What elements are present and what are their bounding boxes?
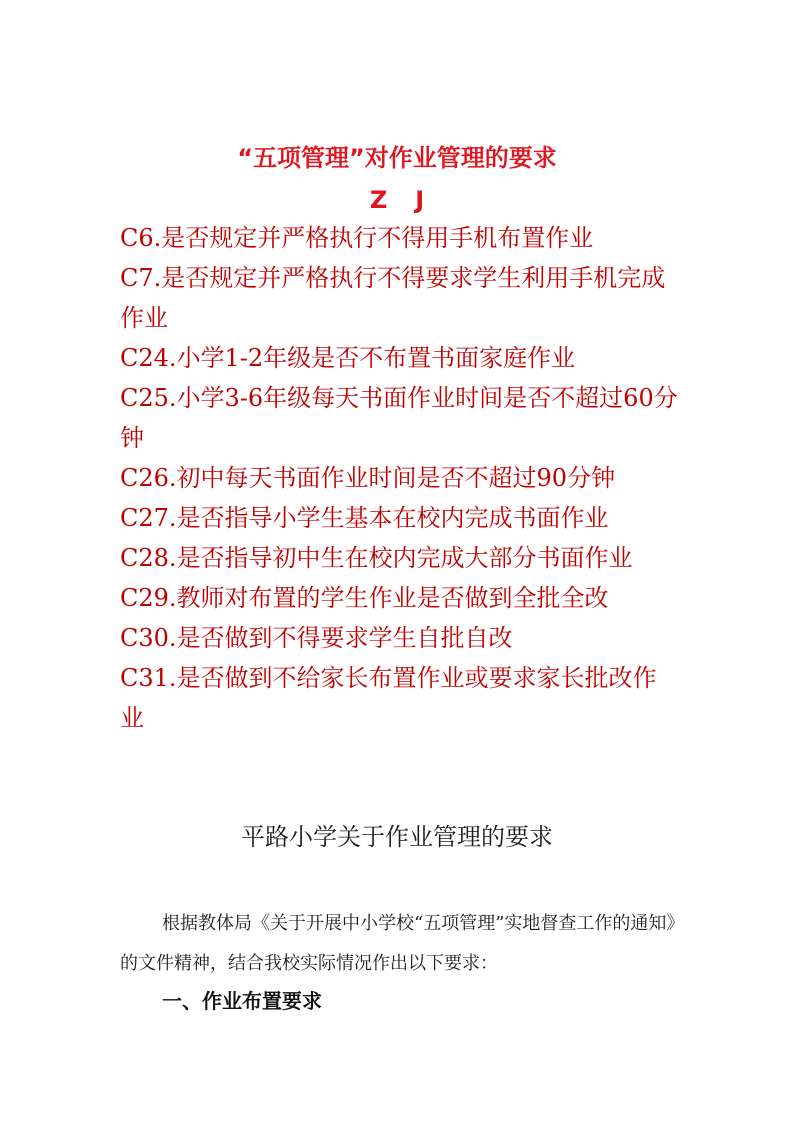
- heading-assignment-requirements: 一、作业布置要求: [162, 989, 322, 1013]
- requirement-item: C28.是否指导初中生在校内完成大部分书面作业: [120, 544, 633, 572]
- intro-paragraph: 根据教体局《关于开展中小学校“五项管理”实地督查工作的通知》的文件精神，结合我校实际情况作出以下要求：: [120, 913, 676, 974]
- requirement-item: C7.是否规定并严格执行不得要求学生利用手机完成作业: [120, 264, 666, 332]
- section-title: 平路小学关于作业管理的要求: [241, 823, 553, 851]
- requirement-item: C27.是否指导小学生基本在校内完成书面作业: [120, 504, 609, 532]
- document-subtitle: ZJ: [369, 186, 453, 214]
- requirement-item: C31.是否做到不给家长布置作业或要求家长批改作业: [120, 664, 657, 732]
- requirement-item: C24.小学1-2年级是否不布置书面家庭作业: [120, 344, 576, 372]
- requirement-item: C6.是否规定并严格执行不得用手机布置作业: [120, 224, 594, 252]
- requirement-item: C25.小学3-6年级每天书面作业时间是否不超过60分钟: [120, 384, 678, 452]
- requirement-item: C26.初中每天书面作业时间是否不超过90分钟: [120, 464, 616, 492]
- requirement-item: C30.是否做到不得要求学生自批自改: [120, 624, 513, 652]
- document-title: “五项管理”对作业管理的要求: [237, 144, 557, 172]
- requirement-list: [120, 218, 680, 738]
- requirement-item: C29.教师对布置的学生作业是否做到全批全改: [120, 584, 609, 612]
